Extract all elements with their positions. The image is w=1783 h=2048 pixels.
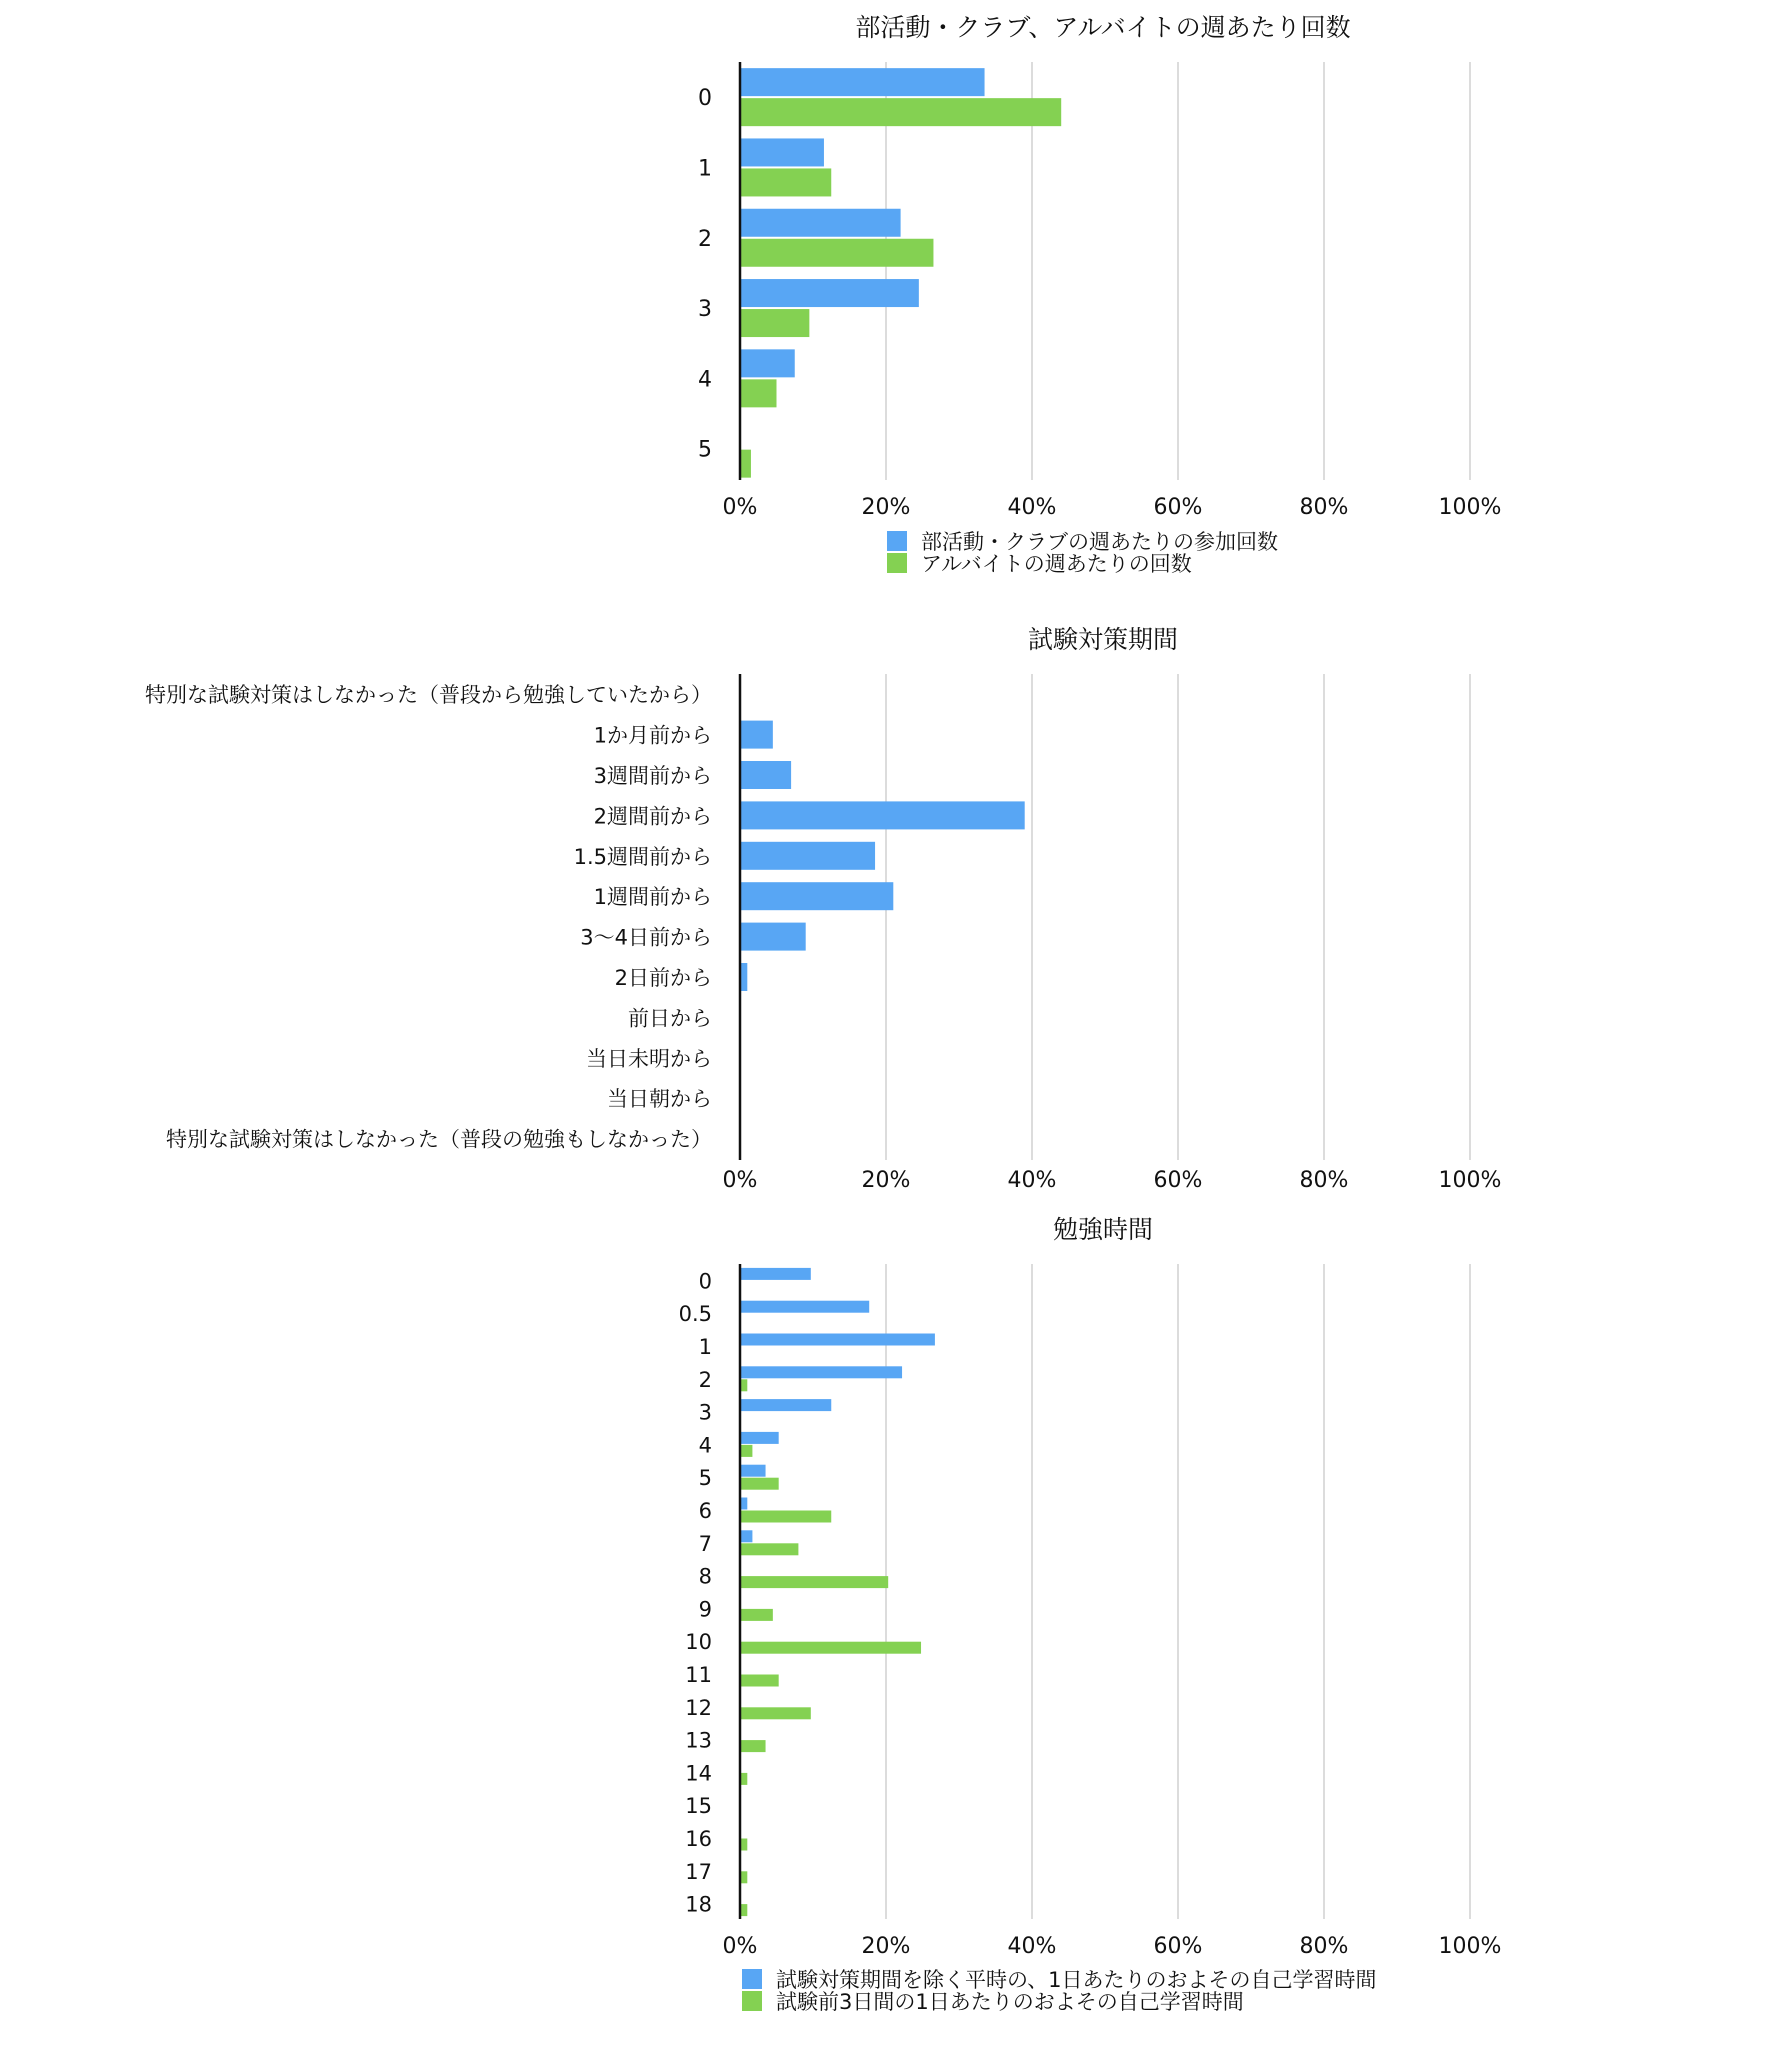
category-label: 2週間前から bbox=[593, 804, 712, 829]
x-tick-label: 40% bbox=[1007, 1934, 1057, 1959]
bar bbox=[740, 1445, 752, 1457]
x-tick-label: 60% bbox=[1153, 495, 1203, 520]
bar bbox=[740, 721, 773, 749]
bar bbox=[740, 1465, 766, 1477]
x-tick-label: 0% bbox=[722, 495, 758, 520]
category-label: 10 bbox=[685, 1630, 712, 1655]
category-label: 1か月前から bbox=[593, 723, 712, 748]
category-label: 1週間前から bbox=[593, 885, 712, 910]
x-tick-label: 60% bbox=[1153, 1168, 1203, 1193]
category-label: 3 bbox=[698, 1400, 712, 1425]
bar bbox=[740, 1511, 831, 1523]
category-label: 前日から bbox=[628, 1006, 712, 1031]
category-label: 1.5週間前から bbox=[573, 844, 712, 869]
bar bbox=[740, 1707, 811, 1719]
bar bbox=[740, 1576, 888, 1588]
x-tick-label: 40% bbox=[1007, 1168, 1057, 1193]
category-label: 9 bbox=[698, 1597, 712, 1622]
bar bbox=[740, 1399, 831, 1411]
category-label: 18 bbox=[685, 1892, 712, 1917]
category-label: 8 bbox=[698, 1564, 712, 1589]
bar bbox=[740, 209, 901, 237]
category-label: 3〜4日前から bbox=[580, 925, 712, 950]
bar bbox=[740, 379, 777, 407]
legend-label: 試験対策期間を除く平時の、1日あたりのおよその自己学習時間 bbox=[776, 1968, 1377, 1992]
category-label: 4 bbox=[698, 367, 712, 393]
bar bbox=[740, 842, 875, 870]
x-tick-label: 100% bbox=[1438, 495, 1502, 520]
legend-swatch bbox=[887, 553, 907, 573]
category-label: 5 bbox=[698, 437, 712, 463]
category-label: 2日前から bbox=[614, 966, 712, 990]
bar bbox=[740, 168, 831, 196]
category-label: 7 bbox=[698, 1531, 712, 1556]
category-label: 当日未明から bbox=[586, 1046, 712, 1071]
category-label: 17 bbox=[685, 1859, 712, 1884]
bar bbox=[740, 279, 919, 307]
bar bbox=[740, 1675, 779, 1687]
category-label: 2 bbox=[698, 1367, 712, 1392]
bar bbox=[740, 138, 824, 166]
bar bbox=[740, 761, 791, 789]
category-label: 6 bbox=[698, 1499, 712, 1523]
x-tick-label: 20% bbox=[861, 1168, 911, 1193]
category-label: 15 bbox=[685, 1794, 712, 1819]
bar bbox=[740, 1301, 869, 1313]
legend-label: 試験前3日間の1日あたりのおよその自己学習時間 bbox=[776, 1990, 1244, 2014]
bar bbox=[740, 1642, 921, 1654]
bar bbox=[740, 1543, 798, 1555]
category-label: 特別な試験対策はしなかった（普段の勉強もしなかった） bbox=[166, 1127, 712, 1152]
bar bbox=[740, 68, 985, 96]
bar bbox=[740, 1334, 935, 1346]
legend-label: アルバイトの週あたりの回数 bbox=[921, 552, 1192, 576]
category-label: 4 bbox=[698, 1433, 712, 1458]
category-label: 1 bbox=[698, 1335, 712, 1359]
bar bbox=[740, 1432, 779, 1444]
bar bbox=[740, 1366, 902, 1378]
bar bbox=[740, 882, 893, 910]
legend-swatch bbox=[742, 1991, 762, 2011]
chart-title: 部活動・クラブ、アルバイトの週あたり回数 bbox=[855, 13, 1351, 42]
category-label: 16 bbox=[685, 1827, 712, 1851]
x-tick-label: 80% bbox=[1299, 1934, 1349, 1959]
category-label: 3週間前から bbox=[593, 764, 712, 788]
category-label: 11 bbox=[685, 1663, 712, 1687]
x-tick-label: 0% bbox=[722, 1168, 758, 1193]
category-label: 14 bbox=[685, 1761, 712, 1786]
category-label: 0.5 bbox=[678, 1302, 712, 1327]
chart-title: 試験対策期間 bbox=[1027, 625, 1179, 654]
x-tick-label: 60% bbox=[1153, 1934, 1203, 1959]
x-tick-label: 80% bbox=[1299, 1168, 1349, 1193]
bar bbox=[740, 1478, 779, 1490]
category-label: 12 bbox=[685, 1695, 712, 1720]
bar bbox=[740, 1609, 773, 1621]
category-label: 3 bbox=[698, 297, 712, 323]
x-tick-label: 80% bbox=[1299, 495, 1349, 520]
bar bbox=[740, 349, 795, 377]
category-label: 2 bbox=[698, 226, 712, 252]
x-tick-label: 20% bbox=[861, 1934, 911, 1959]
bar bbox=[740, 1268, 811, 1280]
bar bbox=[740, 98, 1061, 126]
legend-swatch bbox=[887, 531, 907, 551]
x-tick-label: 100% bbox=[1438, 1168, 1502, 1193]
category-label: 当日朝から bbox=[607, 1087, 712, 1112]
x-tick-label: 40% bbox=[1007, 495, 1057, 520]
bar bbox=[740, 239, 933, 267]
bar bbox=[740, 1530, 752, 1542]
bar bbox=[740, 309, 809, 337]
bar bbox=[740, 801, 1025, 829]
chart-title: 勉強時間 bbox=[1052, 1215, 1154, 1244]
category-label: 13 bbox=[685, 1728, 712, 1753]
legend-label: 部活動・クラブの週あたりの参加回数 bbox=[921, 530, 1278, 554]
x-tick-label: 0% bbox=[722, 1934, 758, 1959]
bar bbox=[740, 923, 806, 951]
category-label: 5 bbox=[698, 1466, 712, 1491]
category-label: 0 bbox=[698, 86, 712, 112]
category-label: 1 bbox=[698, 156, 712, 182]
category-label: 特別な試験対策はしなかった（普段から勉強していたから） bbox=[145, 683, 712, 708]
bar bbox=[740, 450, 751, 478]
category-label: 0 bbox=[698, 1269, 712, 1294]
legend-swatch bbox=[742, 1969, 762, 1989]
x-tick-label: 20% bbox=[861, 495, 911, 520]
x-tick-label: 100% bbox=[1438, 1934, 1502, 1959]
bar bbox=[740, 1740, 766, 1752]
